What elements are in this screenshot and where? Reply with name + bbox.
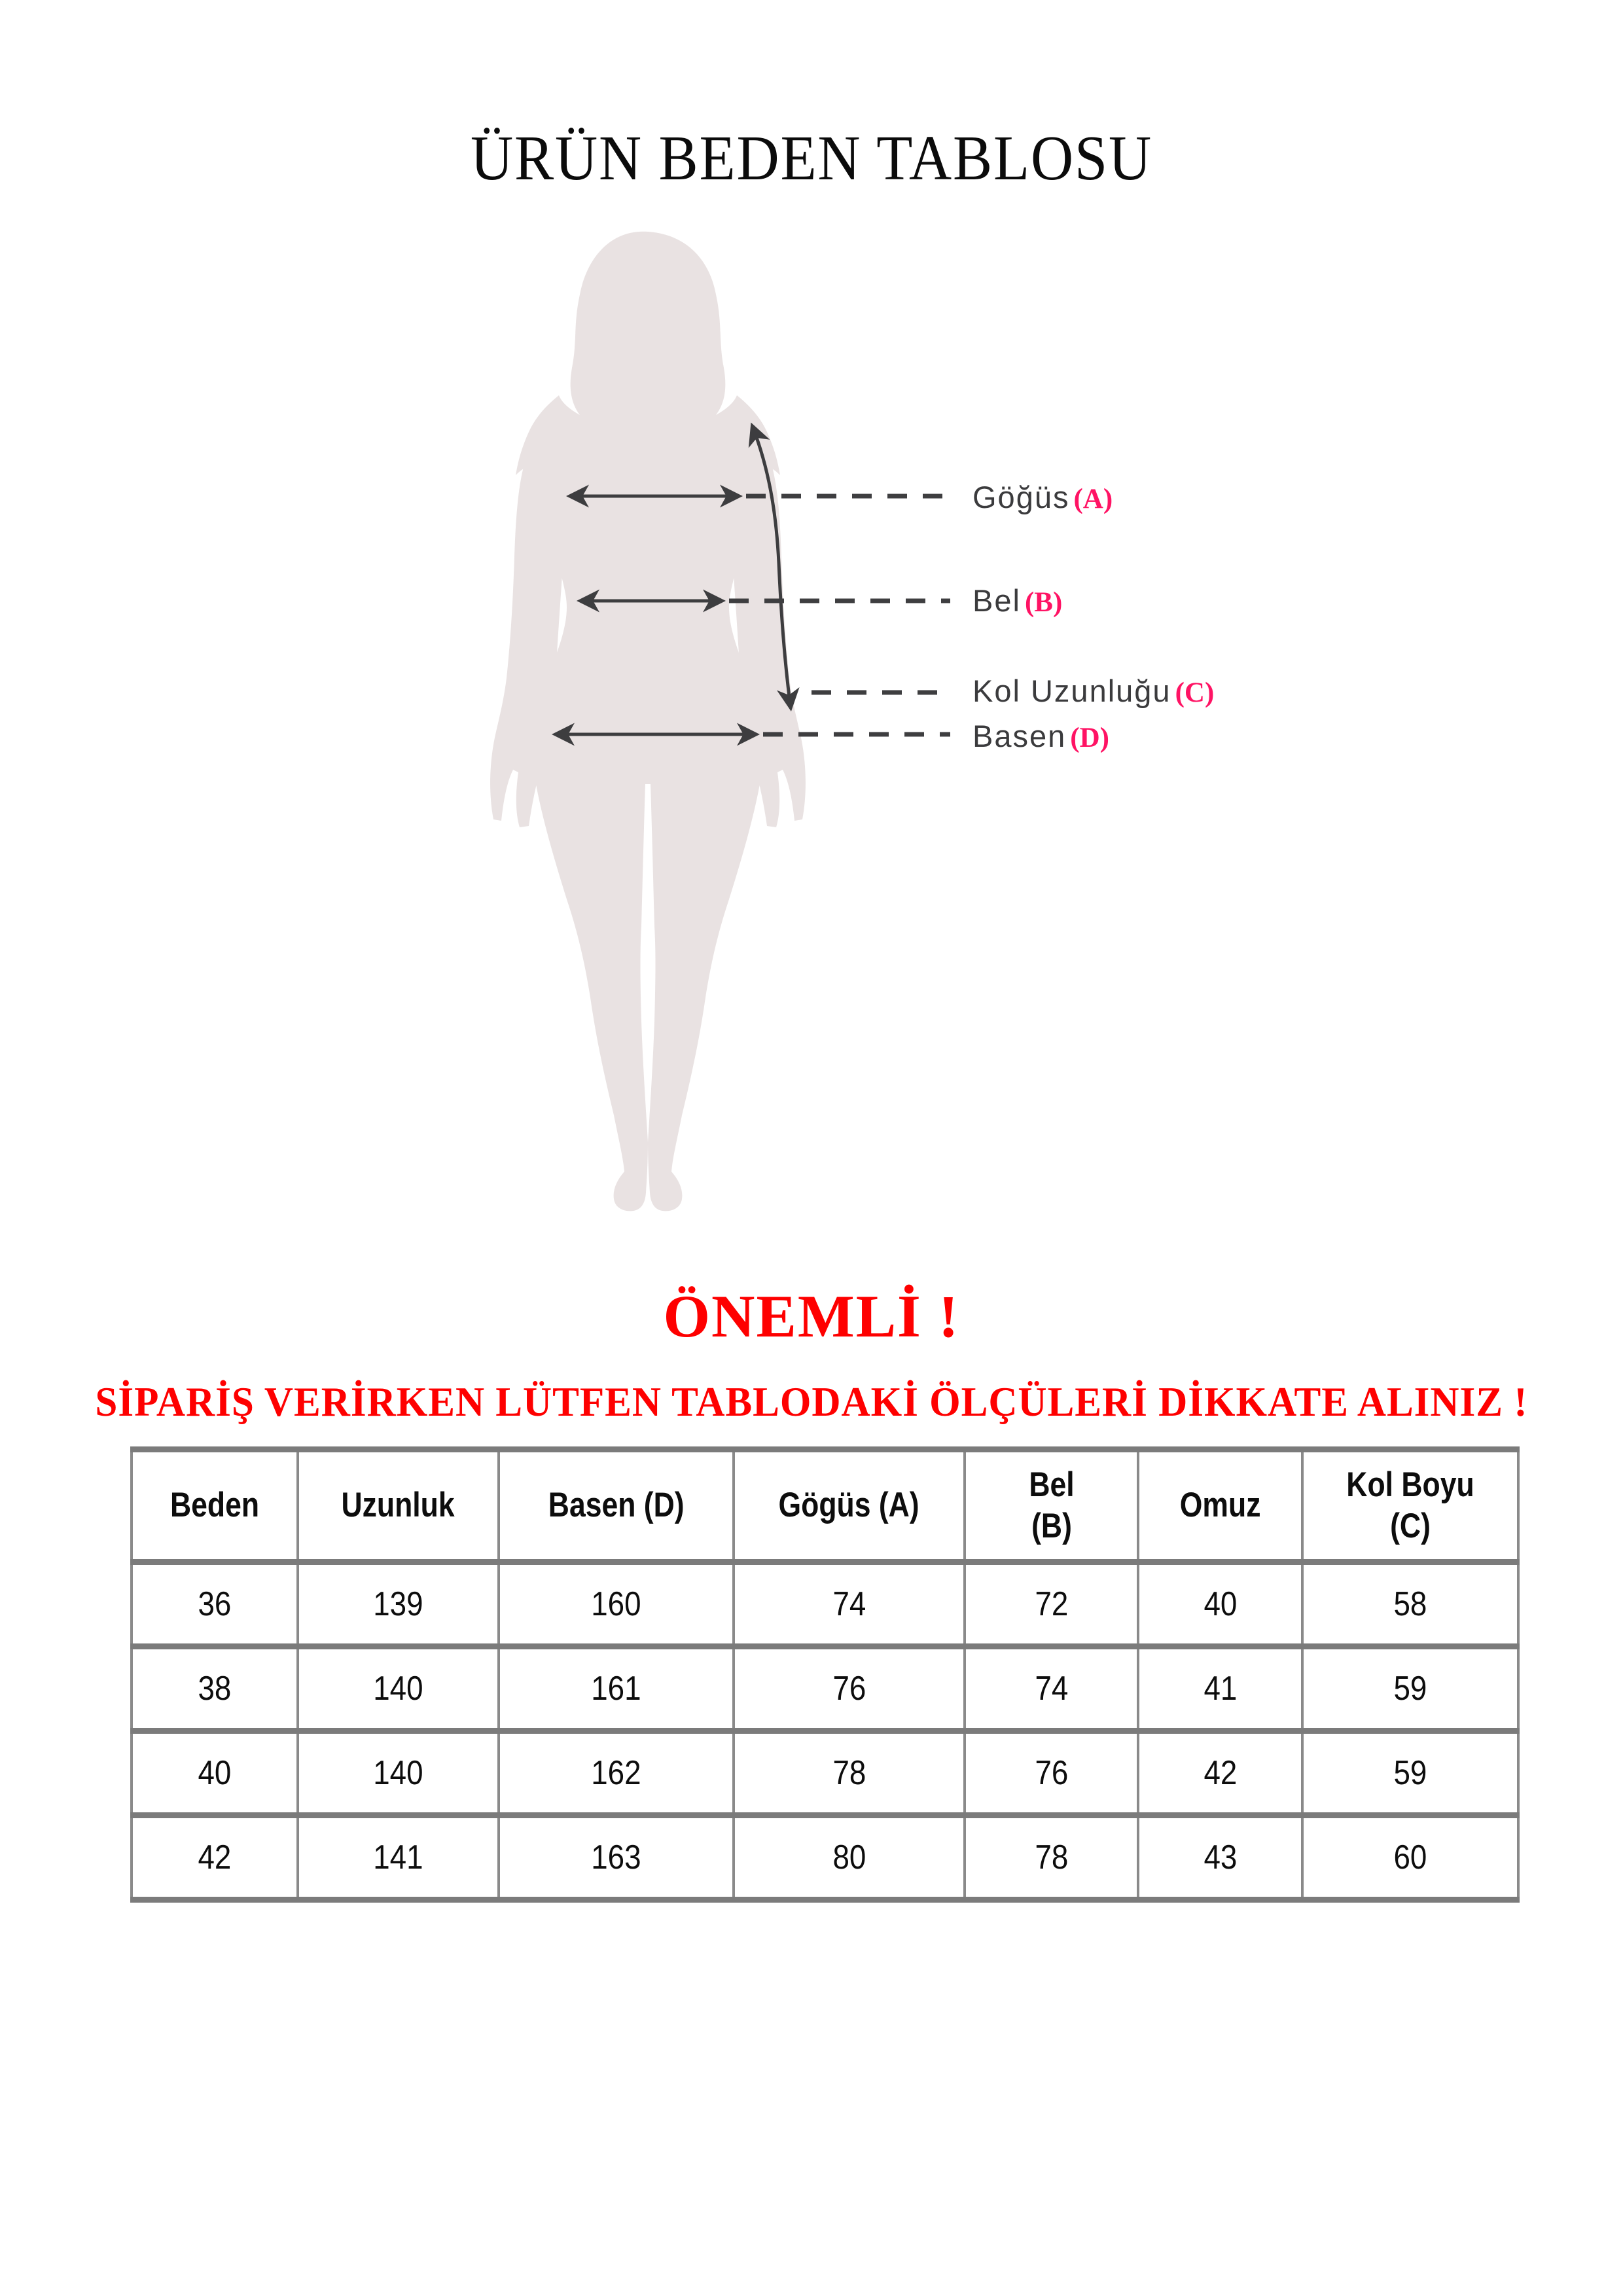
label-waist-code: (B) [1024, 587, 1063, 618]
label-hip-text: Basen [972, 719, 1067, 753]
label-hip [972, 721, 1109, 752]
col-header-kol-boyu: Kol Boyu (C) [1302, 1450, 1518, 1562]
cell: 80 [734, 1816, 965, 1900]
cell: 161 [499, 1647, 734, 1731]
col-header-bel: Bel (B) [965, 1450, 1138, 1562]
table-row-36 [132, 1562, 1518, 1647]
label-arm-length-code: (C) [1175, 677, 1215, 708]
label-chest-text: Göğüs [972, 480, 1070, 514]
label-chest [972, 482, 1113, 513]
col-header-uzunluk: Uzunluk [298, 1450, 499, 1562]
cell: 36 [132, 1562, 298, 1647]
label-waist [972, 585, 1062, 617]
label-waist-text: Bel [972, 583, 1021, 618]
cell: 59 [1302, 1647, 1518, 1731]
col-header-beden: Beden [132, 1450, 298, 1562]
size-table [130, 1446, 1520, 1903]
important-heading: ÖNEMLİ ! [663, 1283, 960, 1350]
label-arm-length [972, 675, 1214, 707]
cell: 43 [1138, 1816, 1302, 1900]
cell: 40 [1138, 1562, 1302, 1647]
col-header-basen: Basen (D) [499, 1450, 734, 1562]
cell: 41 [1138, 1647, 1302, 1731]
cell: 74 [734, 1562, 965, 1647]
col-header-omuz: Omuz [1138, 1450, 1302, 1562]
page-title: ÜRÜN BEDEN TABLOSU [470, 123, 1153, 193]
cell: 78 [965, 1816, 1138, 1900]
cell: 162 [499, 1731, 734, 1816]
label-arm-length-text: Kol Uzunluğu [972, 673, 1171, 708]
cell: 58 [1302, 1562, 1518, 1647]
cell: 38 [132, 1647, 298, 1731]
cell: 60 [1302, 1816, 1518, 1900]
cell: 42 [1138, 1731, 1302, 1816]
label-chest-code: (A) [1073, 484, 1113, 514]
cell: 140 [298, 1647, 499, 1731]
col-header-gogus: Gögüs (A) [734, 1450, 965, 1562]
label-hip-code: (D) [1070, 723, 1109, 753]
cell: 160 [499, 1562, 734, 1647]
order-warning-text: SİPARİŞ VERİRKEN LÜTFEN TABLODAKİ ÖLÇÜLERİ DİKKATE ALINIZ ! [95, 1379, 1528, 1425]
cell: 163 [499, 1816, 734, 1900]
table-row-38 [132, 1647, 1518, 1731]
table-header-row [132, 1450, 1518, 1562]
cell: 76 [965, 1731, 1138, 1816]
cell: 139 [298, 1562, 499, 1647]
cell: 42 [132, 1816, 298, 1900]
cell: 72 [965, 1562, 1138, 1647]
cell: 141 [298, 1816, 499, 1900]
cell: 78 [734, 1731, 965, 1816]
cell: 40 [132, 1731, 298, 1816]
table-row-40 [132, 1731, 1518, 1816]
cell: 140 [298, 1731, 499, 1816]
cell: 59 [1302, 1731, 1518, 1816]
female-body-silhouette [516, 232, 780, 1211]
cell: 76 [734, 1647, 965, 1731]
cell: 74 [965, 1647, 1138, 1731]
table-row-42 [132, 1816, 1518, 1900]
